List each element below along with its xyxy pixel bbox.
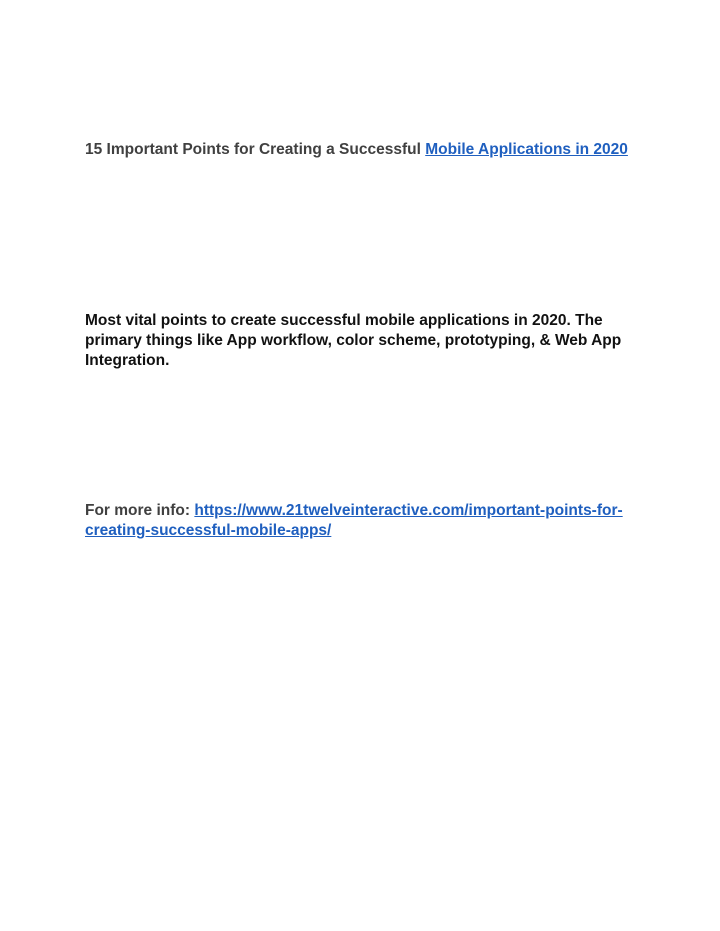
more-info-line — [85, 501, 645, 541]
title-text: 15 Important Points for Creating a Successful — [85, 141, 426, 158]
document-title — [85, 140, 645, 160]
summary-paragraph: Most vital points to create successful mobile applications in 2020. The primary things like App workflow, color scheme, prototyping, & Web App Integration. — [85, 312, 622, 369]
more-info-link[interactable]: https://www.21twelveinteractive.com/important-points-for-creating-successful-mobile-apps/ — [85, 502, 623, 539]
title-link[interactable]: Mobile Applications in 2020 — [425, 141, 628, 158]
more-info-label: For more info: — [85, 502, 195, 519]
